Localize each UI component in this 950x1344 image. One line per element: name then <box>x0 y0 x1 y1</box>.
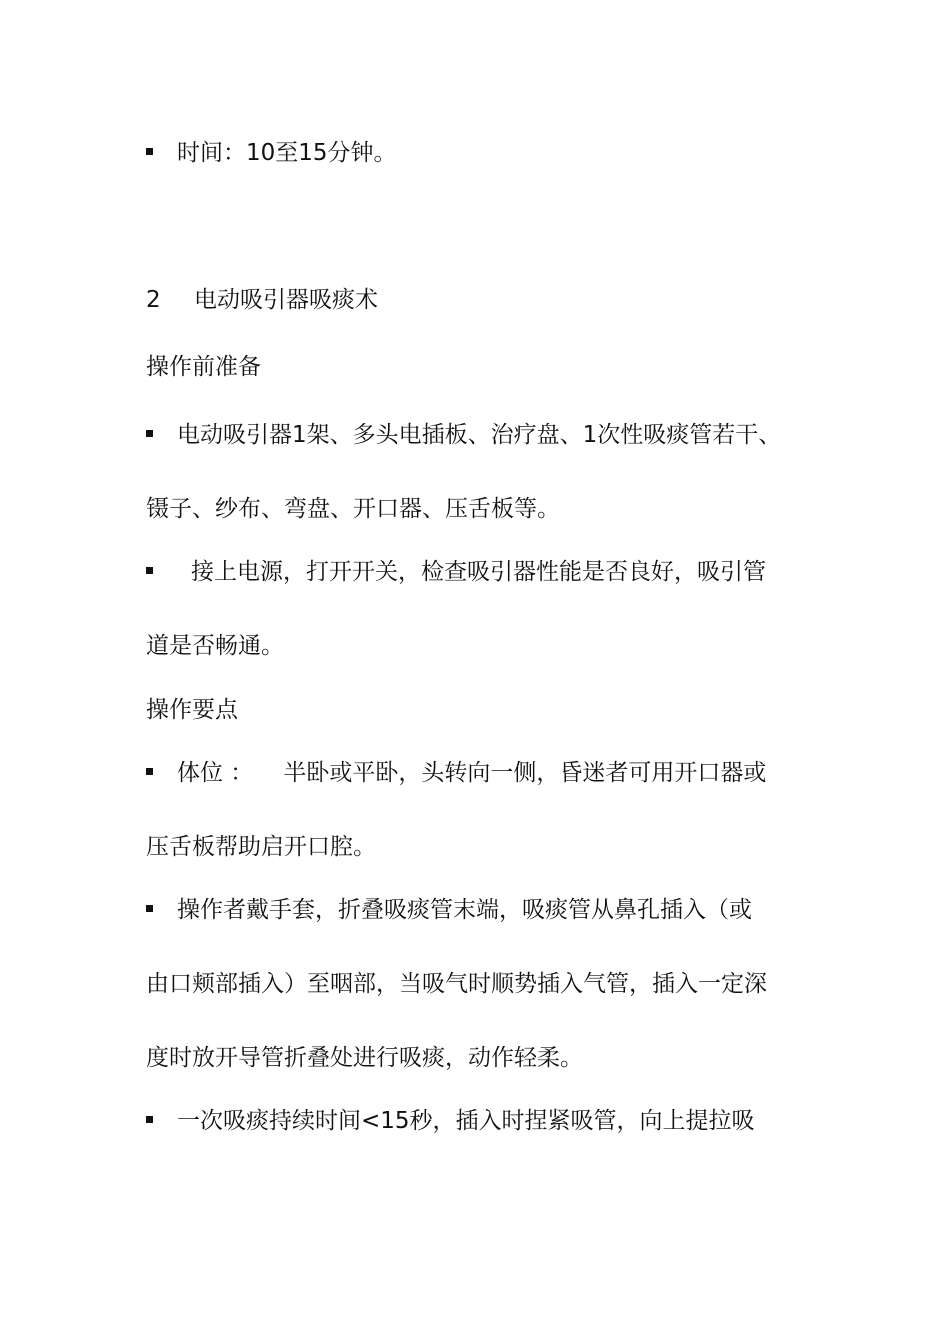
line-text: 操作要点 <box>146 697 238 723</box>
line-text: 半卧或平卧，头转向一侧，昏迷者可用开口器或 <box>283 760 767 786</box>
line-text: 压舌板帮助启开口腔。 <box>146 834 376 860</box>
line-text: 道是否畅通。 <box>146 633 284 659</box>
bullet-power-check <box>146 557 816 587</box>
paragraph-continuation <box>146 631 816 661</box>
position-label: 体位 ： <box>177 760 254 786</box>
bullet-duration <box>146 138 816 168</box>
bullet-position <box>146 758 816 788</box>
line-text: 操作者戴手套，折叠吸痰管末端，吸痰管从鼻孔插入（或 <box>177 897 752 923</box>
line-text: 时间：10至15分钟。 <box>177 140 397 166</box>
bullet-square-icon <box>146 768 153 775</box>
line-text: 电动吸引器1架、多头电插板、治疗盘、1次性吸痰管若干、 <box>177 422 782 448</box>
bullet-operation <box>146 895 816 925</box>
bullet-square-icon <box>146 148 153 155</box>
section-heading <box>146 285 816 315</box>
paragraph-continuation <box>146 969 816 999</box>
line-text: 一次吸痰持续时间<15秒，插入时捏紧吸管，向上提拉吸 <box>177 1108 755 1134</box>
section-title: 电动吸引器吸痰术 <box>194 287 378 313</box>
bullet-square-icon <box>146 905 153 912</box>
line-text: 度时放开导管折叠处进行吸痰，动作轻柔。 <box>146 1045 583 1071</box>
line-text: 接上电源，打开开关，检查吸引器性能是否良好，吸引管 <box>191 559 766 585</box>
bullet-equipment <box>146 420 816 450</box>
bullet-square-icon <box>146 567 153 574</box>
bullet-square-icon <box>146 1116 153 1123</box>
line-text: 镊子、纱布、弯盘、开口器、压舌板等。 <box>146 496 560 522</box>
paragraph-continuation <box>146 494 816 524</box>
bullet-duration-limit <box>146 1106 816 1136</box>
paragraph-continuation <box>146 1043 816 1073</box>
paragraph-continuation <box>146 832 816 862</box>
line-text: 操作前准备 <box>146 354 261 380</box>
line-text: 由口颊部插入）至咽部，当吸气时顺势插入气管，插入一定深 <box>146 971 767 997</box>
bullet-square-icon <box>146 430 153 437</box>
subheading-preparation <box>146 352 816 382</box>
subheading-key-points <box>146 695 816 725</box>
section-number: 2 <box>146 287 161 313</box>
